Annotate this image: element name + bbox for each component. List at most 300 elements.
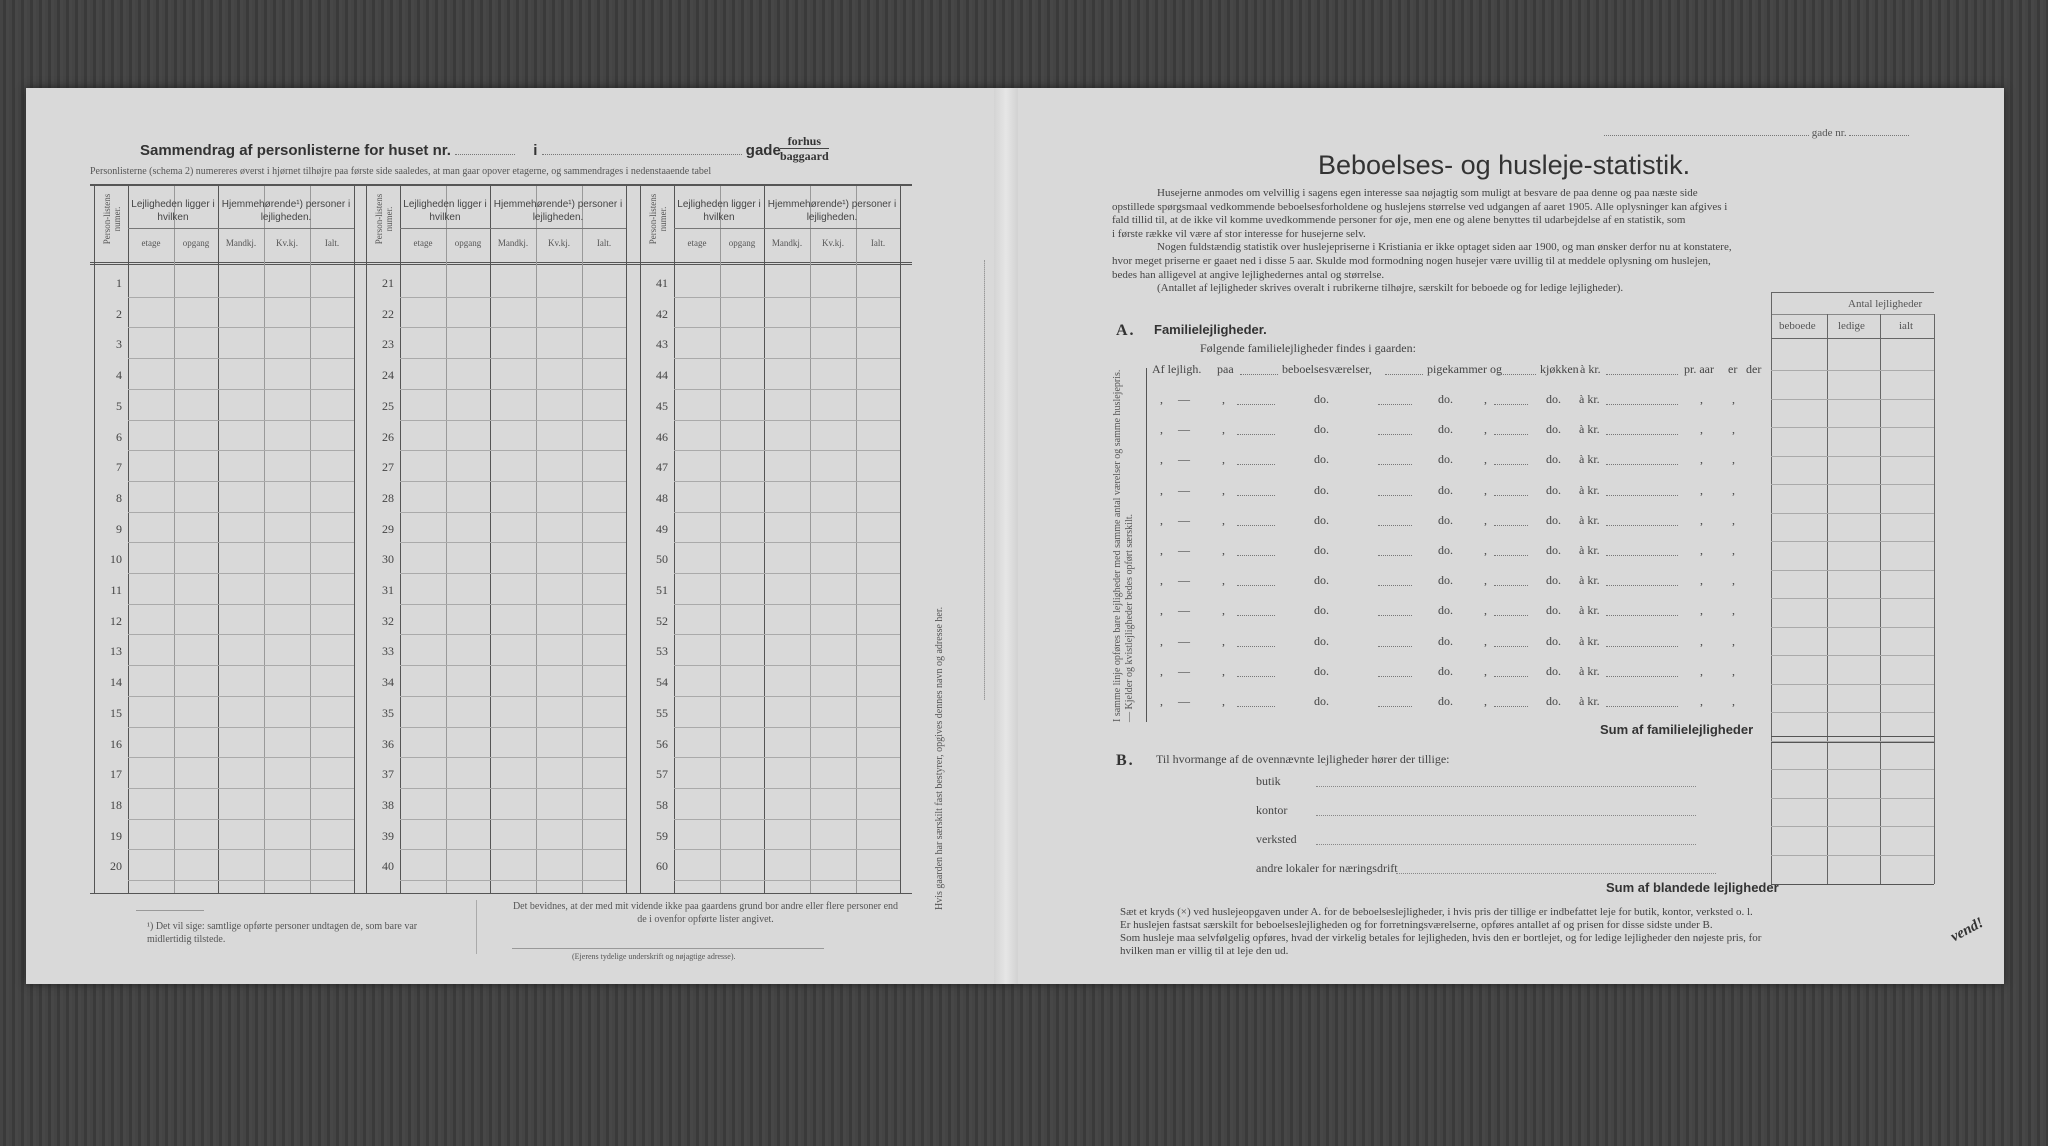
- antal-cell-row[interactable]: [1771, 570, 1934, 571]
- table-row-number: 41: [656, 276, 668, 290]
- fam-akr: à kr.: [1579, 512, 1600, 527]
- table-row[interactable]: [674, 880, 900, 881]
- sum-blandede-lejligheder: Sum af blandede lejligheder: [1606, 880, 1779, 895]
- fam-field-dots: [1494, 483, 1528, 496]
- fam-comma: ,: [1700, 422, 1703, 437]
- table-row[interactable]: [400, 604, 626, 605]
- antal-cell-row[interactable]: [1771, 855, 1934, 856]
- fam-do: do.: [1438, 452, 1453, 467]
- table-row-number: 33: [382, 644, 394, 659]
- fam-field-dots: [1237, 483, 1275, 496]
- header-lejligheden: Lejligheden ligger i hvilken: [403, 199, 487, 223]
- fam-row[interactable]: [1142, 543, 1762, 561]
- table-row-number: 21: [382, 276, 394, 290]
- fam-field-dots: [1378, 573, 1412, 586]
- antal-bottom-line: [1771, 884, 1934, 885]
- table-row[interactable]: [400, 788, 626, 789]
- table-row[interactable]: [674, 327, 900, 328]
- fam-do: do.: [1438, 482, 1453, 497]
- fam-comma: ,: [1484, 422, 1487, 437]
- table-row[interactable]: [128, 389, 354, 390]
- table-row[interactable]: [400, 327, 626, 328]
- fam-do: do.: [1314, 543, 1329, 557]
- fam-comma: ,: [1222, 694, 1225, 708]
- table-row[interactable]: [128, 327, 354, 328]
- fam-do: do.: [1546, 633, 1561, 648]
- fam-do: do.: [1546, 482, 1561, 497]
- fam-paa: paa: [1217, 362, 1234, 376]
- fam-paa-dots: [1240, 362, 1278, 375]
- fam-row[interactable]: [1142, 694, 1762, 712]
- table-row[interactable]: [128, 819, 354, 820]
- grid-line: [900, 186, 901, 893]
- fam-comma: ,: [1222, 452, 1225, 467]
- antal-cell-row[interactable]: [1771, 541, 1934, 542]
- table-row-number: 28: [382, 490, 394, 505]
- fam-field-dots: [1378, 483, 1412, 496]
- fam-comma: ,: [1222, 392, 1225, 406]
- table-row[interactable]: [128, 420, 354, 421]
- fam-pige-dots: [1498, 362, 1536, 375]
- fam-row[interactable]: [1142, 422, 1762, 440]
- table-row[interactable]: [400, 481, 626, 482]
- bestyrer-field[interactable]: [984, 260, 985, 700]
- intro-line: i første række vil være af stor interesse for husejerne selv.: [1112, 227, 1366, 240]
- table-row[interactable]: [674, 849, 900, 850]
- fam-comma: ,: [1160, 543, 1163, 557]
- table-row-number: 25: [382, 398, 394, 413]
- table-row[interactable]: [400, 297, 626, 298]
- fam-field-dots: [1494, 543, 1528, 556]
- table-row-number: 53: [656, 644, 668, 659]
- left-title-i: i: [533, 142, 538, 159]
- fam-dash: —: [1178, 392, 1190, 406]
- fam-akr: à kr.: [1579, 633, 1600, 648]
- fam-field-dots: [1378, 603, 1412, 616]
- table-row[interactable]: [674, 573, 900, 574]
- table-row[interactable]: [674, 819, 900, 820]
- fam-comma: ,: [1484, 482, 1487, 497]
- antal-cell-row[interactable]: [1771, 798, 1934, 799]
- fam-do: do.: [1438, 392, 1453, 406]
- fam-dash: —: [1178, 452, 1190, 467]
- table-row-number: 58: [656, 797, 668, 812]
- section-b-title: Til hvormange af de ovennævnte lejligheder hører der tillige:: [1156, 752, 1450, 766]
- antal-cell-row[interactable]: [1771, 513, 1934, 514]
- fam-field-dots: [1237, 634, 1275, 647]
- fam-dash: —: [1178, 603, 1190, 618]
- header-ialt: Ialt.: [870, 238, 886, 248]
- fam-field-dots: [1378, 513, 1412, 526]
- left-title-text: Sammendrag af personlisterne for huset nr.: [140, 142, 451, 159]
- left-instruction: Personlisterne (schema 2) numereres øverst i hjørnet tilhøjre paa første side saaledes, at man gaar opover etagerne, og sammendrages i nedenstaaende tabel: [90, 166, 712, 177]
- header-lejligheden: Lejligheden ligger i hvilken: [677, 199, 761, 223]
- fam-field-dots: [1606, 422, 1678, 435]
- fam-dash: —: [1178, 633, 1190, 648]
- antal-cell-row[interactable]: [1771, 769, 1934, 770]
- fam-do: do.: [1546, 663, 1561, 678]
- fam-comma: ,: [1484, 633, 1487, 648]
- fam-field-dots: [1606, 543, 1678, 556]
- fam-field-dots: [1237, 694, 1275, 707]
- fam-do: do.: [1438, 663, 1453, 678]
- fam-row[interactable]: [1142, 664, 1762, 682]
- fam-do: do.: [1438, 603, 1453, 618]
- fam-comma: ,: [1222, 422, 1225, 437]
- bottom-instructions: [1120, 906, 1940, 958]
- bottom-line: Sæt et kryds (×) ved huslejeopgaven under A. for de beboelseslejligheder, i hvis pris der tillige er indbefattet leje for butik, kontor, verksted o. l.: [1120, 906, 1753, 918]
- subheader-line: [400, 228, 626, 229]
- antal-cell-row[interactable]: [1771, 484, 1934, 485]
- table-row[interactable]: [128, 665, 354, 666]
- fam-comma: ,: [1732, 543, 1735, 557]
- header-etage: etage: [687, 238, 707, 248]
- antal-cell-row[interactable]: [1771, 712, 1934, 713]
- fam-do: do.: [1314, 603, 1329, 618]
- table-header-border-2: [90, 264, 912, 265]
- antal-cell-row[interactable]: [1771, 427, 1934, 428]
- antal-col-line: [1934, 314, 1935, 884]
- sum-familielejligheder: Sum af familielejligheder: [1600, 722, 1754, 737]
- fam-comma: ,: [1160, 663, 1163, 678]
- fam-comma: ,: [1160, 603, 1163, 618]
- gade-nr-label: gade nr.: [1811, 127, 1847, 139]
- table-row[interactable]: [400, 880, 626, 881]
- fam-do: do.: [1546, 452, 1561, 467]
- header-hjemmehorende: Hjemmehørende¹) personer i lejligheden.: [493, 199, 623, 223]
- table-row[interactable]: [128, 481, 354, 482]
- intro-line: fald tillid til, at de ikke vil komme uvedkommende personer for øje, men ene og alene benyttes til udarbejdelse af en statistik, som: [1112, 214, 1686, 227]
- house-number-field[interactable]: [455, 154, 515, 155]
- section-b-item: andre lokaler for næringsdrift: [1256, 861, 1398, 875]
- table-row[interactable]: [674, 696, 900, 697]
- fam-field-dots: [1237, 543, 1275, 556]
- fam-akr: à kr.: [1579, 422, 1600, 437]
- table-row[interactable]: [400, 665, 626, 666]
- table-row-number: 39: [382, 828, 394, 843]
- fam-do: do.: [1546, 512, 1561, 527]
- table-row-number: 32: [382, 613, 394, 628]
- fam-comma: ,: [1160, 392, 1163, 406]
- table-row[interactable]: [128, 450, 354, 451]
- fam-comma: ,: [1732, 573, 1735, 588]
- fam-akr: à kr.: [1579, 663, 1600, 678]
- section-a-title: Familielejligheder.: [1154, 322, 1267, 337]
- fam-do: do.: [1546, 573, 1561, 588]
- fam-row[interactable]: [1142, 392, 1762, 410]
- table-row[interactable]: [128, 604, 354, 605]
- fam-do: do.: [1438, 633, 1453, 648]
- fam-row[interactable]: [1142, 483, 1762, 501]
- table-row[interactable]: [128, 727, 354, 728]
- fam-row[interactable]: [1142, 603, 1762, 621]
- table-row-number: 15: [110, 705, 122, 720]
- fam-comma: ,: [1484, 392, 1487, 406]
- antal-cell-row[interactable]: [1771, 598, 1934, 599]
- fam-field-dots: [1237, 513, 1275, 526]
- table-row[interactable]: [674, 481, 900, 482]
- table-row-number: 54: [656, 675, 668, 690]
- fam-akr: à kr.: [1579, 392, 1600, 406]
- antal-cell-row[interactable]: [1771, 627, 1934, 628]
- fam-comma: ,: [1160, 573, 1163, 588]
- table-row[interactable]: [674, 665, 900, 666]
- antal-sum-line: [1771, 736, 1934, 737]
- fam-comma: ,: [1732, 694, 1735, 708]
- declaration-text: Det bevidnes, at der med mit vidende ikke paa gaardens grund bor andre eller flere personer end de i ovenfor opførte lister angivet.: [512, 901, 899, 925]
- table-row[interactable]: [400, 420, 626, 421]
- table-row-number: 37: [382, 767, 394, 782]
- left-footnote: ¹) Det vil sige: samtlige opførte personer undtagen de, som bare var midlertidig tilstede.: [147, 921, 418, 945]
- fam-comma: ,: [1732, 482, 1735, 497]
- fam-row[interactable]: [1142, 634, 1762, 652]
- table-row[interactable]: [674, 297, 900, 298]
- table-row[interactable]: [674, 604, 900, 605]
- fam-field-dots: [1378, 543, 1412, 556]
- fam-comma: ,: [1222, 633, 1225, 648]
- fam-akr: à kr.: [1579, 694, 1600, 708]
- section-b-item: verksted: [1256, 832, 1297, 846]
- fam-field-dots: [1606, 483, 1678, 496]
- table-row[interactable]: [400, 757, 626, 758]
- section-a-label: A.: [1116, 322, 1136, 339]
- fam-row[interactable]: [1142, 573, 1762, 591]
- table-row[interactable]: [674, 450, 900, 451]
- gade-nr-field[interactable]: [1604, 127, 1909, 139]
- table-row[interactable]: [674, 542, 900, 543]
- header-ialt: Ialt.: [324, 238, 340, 248]
- fam-comma: ,: [1222, 573, 1225, 588]
- section-b-item-field[interactable]: [1316, 844, 1696, 845]
- table-row-number: 42: [656, 306, 668, 321]
- table-row-number: 38: [382, 797, 394, 812]
- fam-do: do.: [1314, 392, 1329, 406]
- table-row-number: 18: [110, 797, 122, 812]
- header-ialt: Ialt.: [596, 238, 612, 248]
- table-row[interactable]: [400, 696, 626, 697]
- fam-comma: ,: [1732, 392, 1735, 406]
- section-b-item-field[interactable]: [1316, 786, 1696, 787]
- grid-line: [354, 186, 355, 893]
- table-row[interactable]: [400, 573, 626, 574]
- antal-col-beboede: beboede: [1779, 320, 1816, 332]
- table-row[interactable]: [400, 727, 626, 728]
- table-row-number: 44: [656, 368, 668, 383]
- fam-field-dots: [1378, 422, 1412, 435]
- table-row[interactable]: [128, 757, 354, 758]
- table-row[interactable]: [674, 512, 900, 513]
- header-kvkj: Kv.kj.: [548, 238, 570, 248]
- table-row[interactable]: [400, 450, 626, 451]
- fam-dash: —: [1178, 663, 1190, 678]
- fam-er: er: [1728, 362, 1738, 376]
- table-row[interactable]: [674, 727, 900, 728]
- fam-comma: ,: [1484, 452, 1487, 467]
- left-title-gade: gade: [745, 142, 781, 159]
- header-hjemmehorende: Hjemmehørende¹) personer i lejligheden.: [221, 199, 351, 223]
- antal-cell-row[interactable]: [1771, 399, 1934, 400]
- fam-af: Af lejligh.: [1152, 362, 1202, 376]
- table-row-number: 60: [656, 859, 668, 874]
- fam-der: der: [1746, 362, 1762, 376]
- fam-row[interactable]: [1142, 452, 1762, 470]
- antal-top-border: [1771, 292, 1934, 293]
- table-row[interactable]: [674, 420, 900, 421]
- table-row[interactable]: [400, 634, 626, 635]
- fam-comma: ,: [1484, 512, 1487, 527]
- header-person-no: Person-listens numer.: [648, 193, 668, 245]
- signature-line[interactable]: [512, 948, 824, 949]
- fam-field-dots: [1494, 573, 1528, 586]
- fam-field-dots: [1606, 694, 1678, 707]
- table-row-number: 24: [382, 368, 394, 383]
- baggaard-label: baggaard: [780, 149, 829, 163]
- table-row-number: 30: [382, 552, 394, 567]
- antal-cell-row[interactable]: [1771, 456, 1934, 457]
- table-row[interactable]: [674, 634, 900, 635]
- fam-field-dots: [1494, 634, 1528, 647]
- fam-comma: ,: [1484, 543, 1487, 557]
- fam-field-dots: [1606, 573, 1678, 586]
- table-row[interactable]: [674, 389, 900, 390]
- fam-comma: ,: [1732, 452, 1735, 467]
- table-row-number: 9: [116, 521, 122, 536]
- antal-col-line: [1771, 292, 1772, 884]
- table-row-number: 51: [656, 583, 668, 597]
- intro-line: (Antallet af lejligheder skrives overalt i rubrikerne tilhøjre, særskilt for beboede og for ledige lejligheder).: [1157, 282, 1624, 295]
- section-b-item-field[interactable]: [1316, 815, 1696, 816]
- fam-comma: ,: [1222, 512, 1225, 527]
- table-row-number: 52: [656, 613, 668, 628]
- street-field[interactable]: [542, 154, 742, 155]
- table-row-number: 3: [116, 337, 122, 352]
- table-row-number: 35: [382, 705, 394, 720]
- table-row-number: 26: [382, 429, 394, 444]
- table-row[interactable]: [674, 358, 900, 359]
- table-row[interactable]: [400, 358, 626, 359]
- fam-do: do.: [1438, 573, 1453, 588]
- table-row[interactable]: [128, 297, 354, 298]
- table-row[interactable]: [128, 788, 354, 789]
- header-lejligheden: Lejligheden ligger i hvilken: [131, 199, 215, 223]
- fam-comma: ,: [1484, 573, 1487, 588]
- table-row-number: 56: [656, 736, 668, 751]
- fam-pige: pigekammer og: [1427, 362, 1502, 376]
- section-b-item: butik: [1256, 774, 1281, 788]
- fam-comma: ,: [1700, 543, 1703, 557]
- fam-comma: ,: [1160, 482, 1163, 497]
- table-row-number: 55: [656, 705, 668, 720]
- fam-comma: ,: [1732, 633, 1735, 648]
- section-b-label: B.: [1116, 752, 1135, 769]
- table-row[interactable]: [674, 788, 900, 789]
- fam-field-dots: [1378, 664, 1412, 677]
- fam-field-dots: [1494, 664, 1528, 677]
- table-row[interactable]: [128, 849, 354, 850]
- footnote-rule: [136, 910, 204, 911]
- header-opgang: opgang: [454, 238, 482, 248]
- table-row-number: 29: [382, 521, 394, 536]
- table-row[interactable]: [128, 634, 354, 635]
- table-row-number: 2: [116, 306, 122, 321]
- forhus-baggaard: [780, 134, 829, 163]
- antal-header: Antal lejligheder: [1848, 298, 1923, 310]
- fam-field-dots: [1606, 452, 1678, 465]
- fam-dash: —: [1178, 694, 1190, 708]
- table-row-number: 19: [110, 828, 122, 843]
- fam-kjokken: kjøkken: [1540, 362, 1579, 376]
- fam-do: do.: [1314, 694, 1329, 708]
- table-row[interactable]: [128, 573, 354, 574]
- table-row-number: 46: [656, 429, 668, 444]
- table-row-number: 6: [116, 429, 122, 444]
- vend-mark: vend!: [1948, 914, 1987, 946]
- fam-dash: —: [1178, 422, 1190, 437]
- fam-row[interactable]: [1142, 513, 1762, 531]
- table-row[interactable]: [128, 696, 354, 697]
- table-row-number: 34: [382, 675, 394, 690]
- fam-akr: à kr.: [1579, 543, 1600, 557]
- fam-field-dots: [1606, 392, 1678, 405]
- header-person-no: Person-listens numer.: [374, 193, 394, 245]
- fam-dash: —: [1178, 573, 1190, 588]
- header-mandkj: Mandkj.: [771, 238, 803, 248]
- fam-do: do.: [1438, 694, 1453, 708]
- fam-field-dots: [1237, 573, 1275, 586]
- header-mandkj: Mandkj.: [497, 238, 529, 248]
- table-row-number: 45: [656, 398, 668, 413]
- antal-cell-row[interactable]: [1771, 826, 1934, 827]
- table-header-border: [90, 262, 912, 263]
- table-row[interactable]: [400, 542, 626, 543]
- fam-comma: ,: [1732, 603, 1735, 618]
- subheader-line: [674, 228, 900, 229]
- table-row-number: 4: [116, 368, 122, 383]
- table-row[interactable]: [400, 512, 626, 513]
- fam-field-dots: [1378, 392, 1412, 405]
- antal-cell-row[interactable]: [1771, 655, 1934, 656]
- table-row[interactable]: [128, 512, 354, 513]
- antal-cell-row[interactable]: [1771, 684, 1934, 685]
- fam-comma: ,: [1700, 663, 1703, 678]
- header-kvkj: Kv.kj.: [822, 238, 844, 248]
- fam-akr: à kr.: [1579, 603, 1600, 618]
- fam-field-dots: [1494, 422, 1528, 435]
- table-row-number: 59: [656, 828, 668, 843]
- table-row[interactable]: [400, 389, 626, 390]
- header-mandkj: Mandkj.: [225, 238, 257, 248]
- table-row[interactable]: [674, 757, 900, 758]
- table-row-number: 11: [110, 583, 122, 597]
- table-row-number: 23: [382, 337, 394, 352]
- header-hjemmehorende: Hjemmehørende¹) personer i lejligheden.: [767, 199, 897, 223]
- table-row[interactable]: [128, 542, 354, 543]
- intro-line: Husejerne anmodes om velvillig i sagens egen interesse saa nøjagtig som muligt at besvare de paa denne og paa næste side: [1157, 187, 1698, 199]
- fam-comma: ,: [1700, 452, 1703, 467]
- table-row[interactable]: [400, 849, 626, 850]
- table-row[interactable]: [128, 880, 354, 881]
- fam-row-first[interactable]: [1142, 362, 1762, 380]
- table-row[interactable]: [400, 819, 626, 820]
- section-b-item-field[interactable]: [1396, 873, 1716, 874]
- fam-field-dots: [1237, 664, 1275, 677]
- table-row[interactable]: [128, 358, 354, 359]
- table-row-number: 17: [110, 767, 122, 782]
- antal-col-line: [1827, 314, 1828, 884]
- antal-cell-row[interactable]: [1771, 370, 1934, 371]
- antal-col-line: [1880, 314, 1881, 884]
- fam-field-dots: [1237, 392, 1275, 405]
